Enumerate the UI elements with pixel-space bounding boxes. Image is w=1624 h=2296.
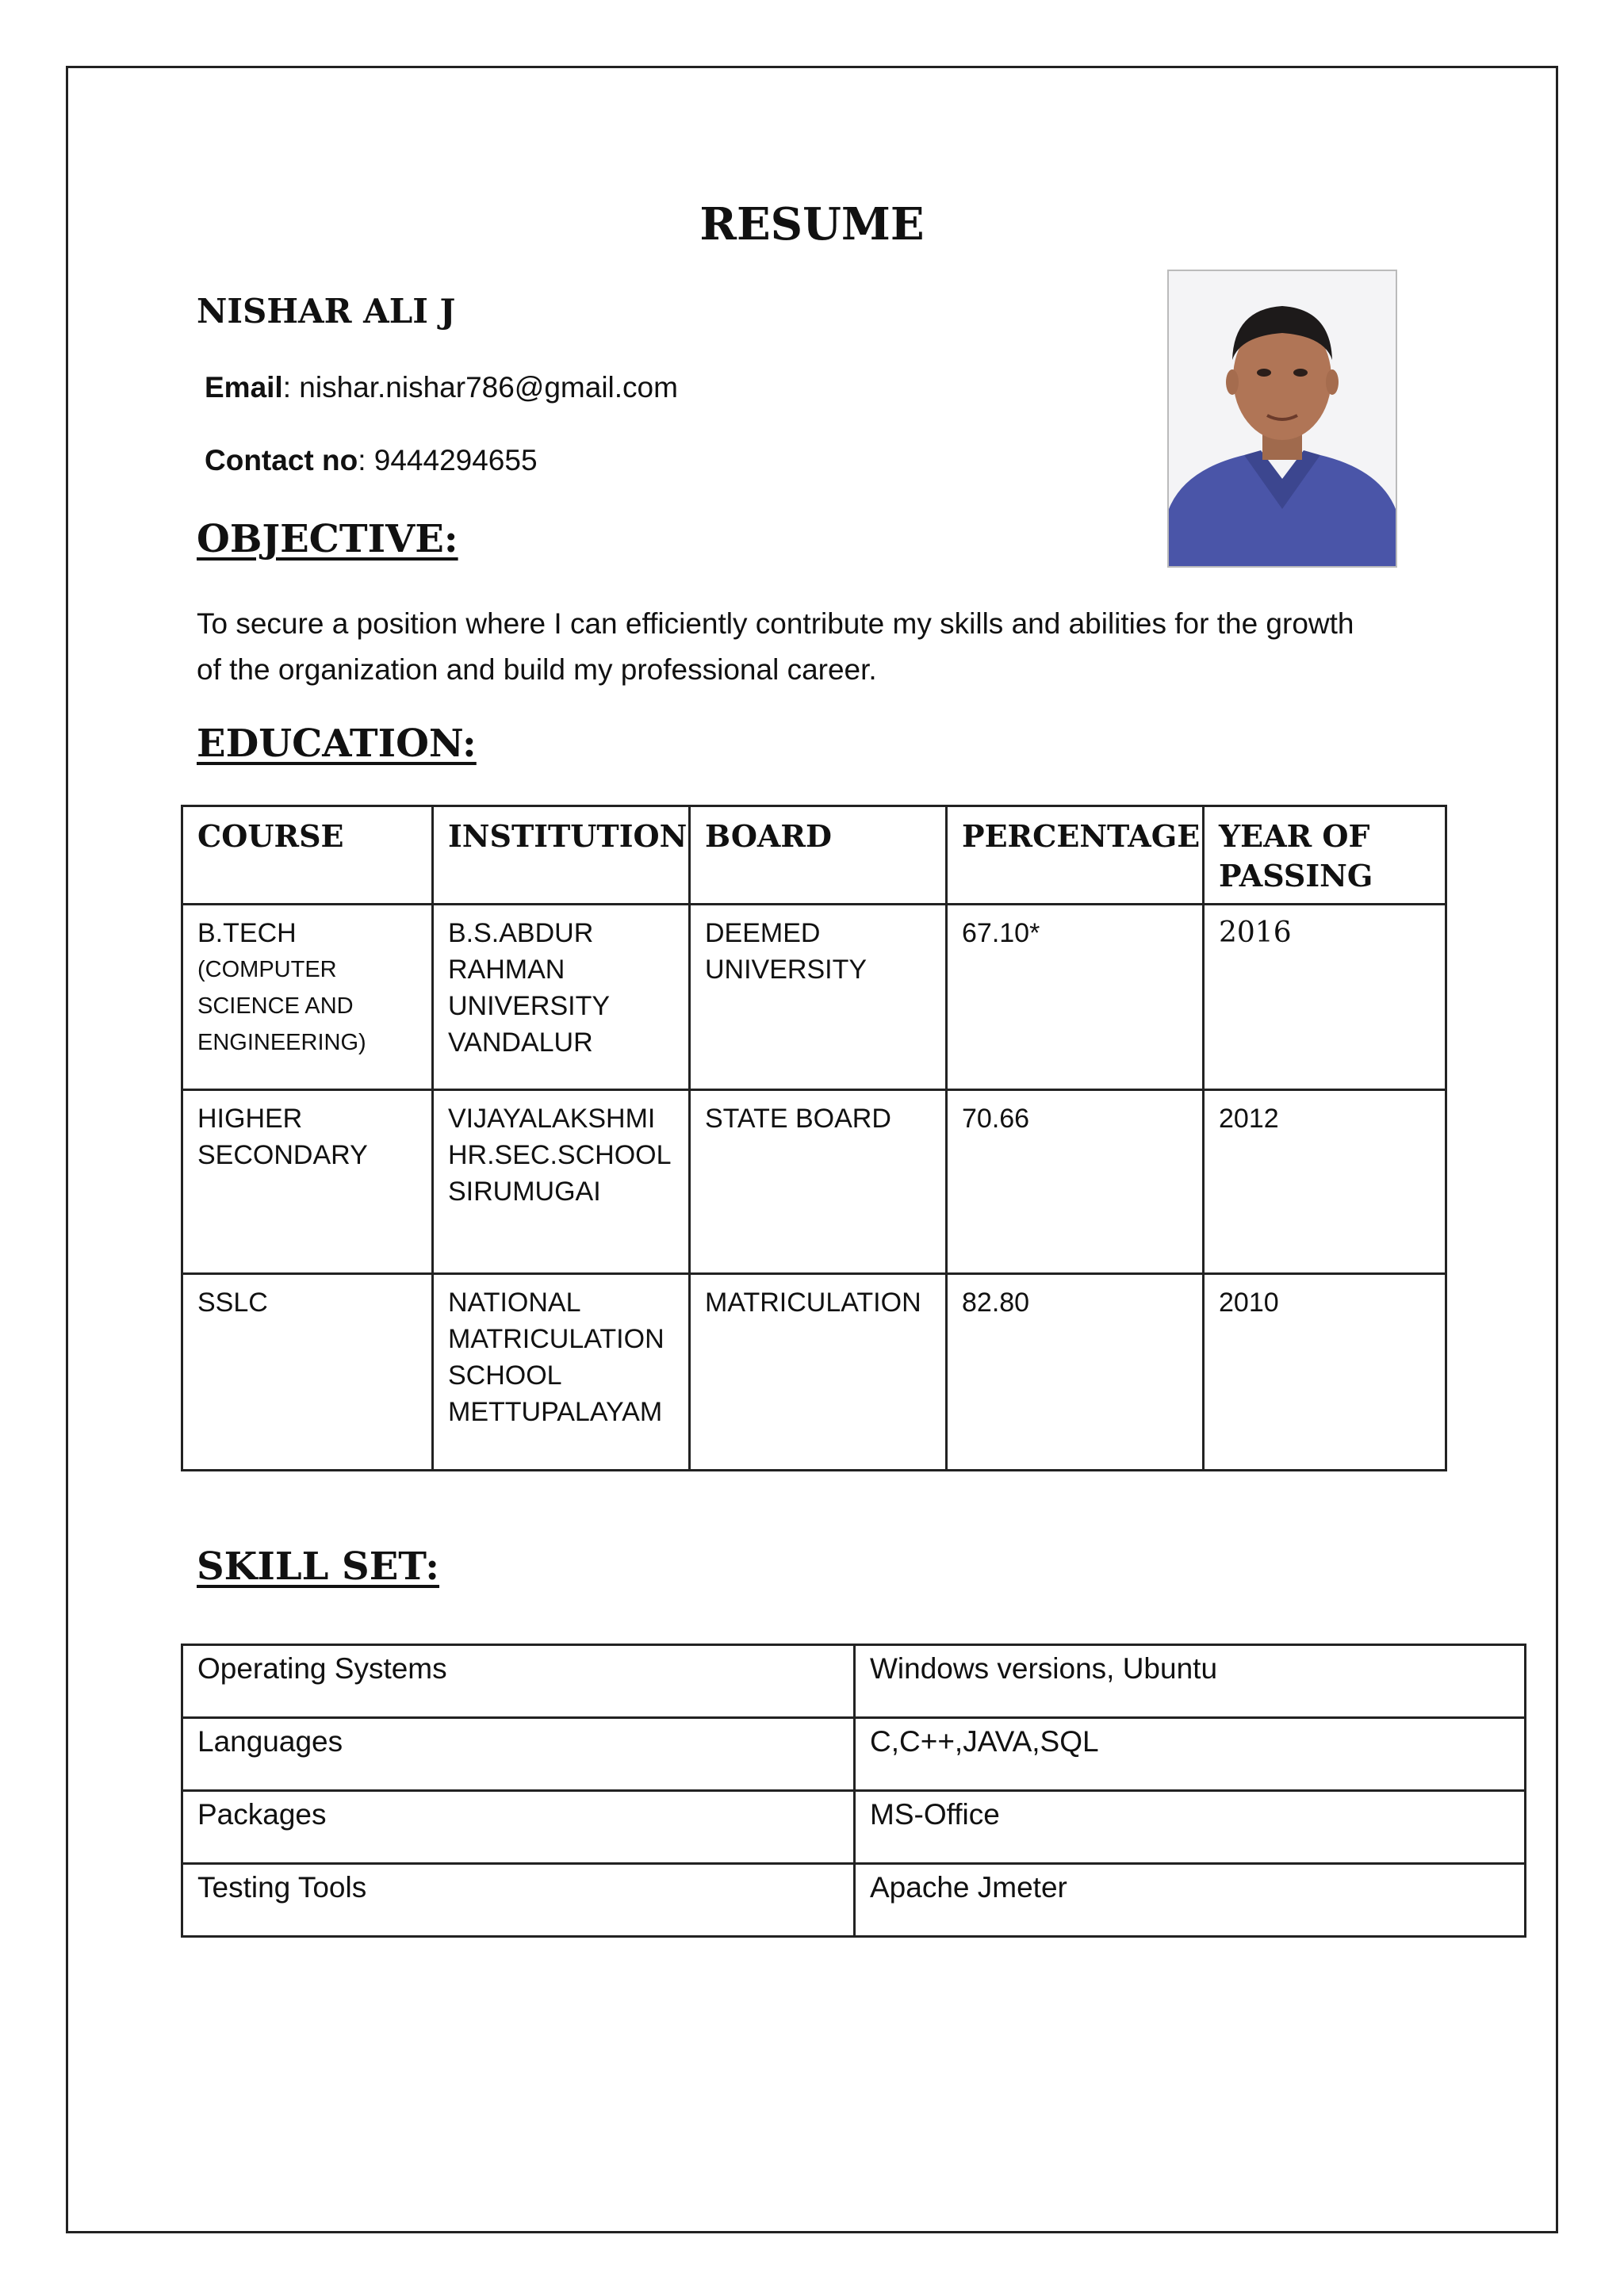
institution-header: INSTITUTION (433, 806, 690, 905)
institution-cell (433, 1274, 690, 1471)
course-header: COURSE (182, 806, 433, 905)
institution-line: VIJAYALAKSHMI (448, 1104, 656, 1134)
contact-line (205, 444, 538, 477)
contact-value: : 9444294655 (358, 444, 538, 476)
skill-category: Languages (182, 1718, 855, 1791)
education-table (181, 805, 1447, 1471)
skill-category: Operating Systems (182, 1645, 855, 1718)
institution-line: RAHMAN (448, 955, 565, 985)
table-row (182, 905, 1446, 1090)
skill-value: C,C++,JAVA,SQL (855, 1718, 1526, 1791)
year-cell: 2012 (1204, 1090, 1446, 1274)
board-header: BOARD (690, 806, 947, 905)
skill-value: MS-Office (855, 1791, 1526, 1864)
email-line (205, 371, 678, 404)
objective-text (197, 601, 1434, 693)
document-title: RESUME (699, 198, 925, 251)
profile-photo (1167, 270, 1397, 568)
skills-heading: SKILL SET: (197, 1544, 440, 1589)
percentage-cell: 70.66 (947, 1090, 1204, 1274)
contact-label: Contact no (205, 444, 358, 476)
institution-line: NATIONAL (448, 1288, 581, 1318)
institution-line: UNIVERSITY (448, 991, 611, 1021)
board-cell: MATRICULATION (690, 1274, 947, 1471)
skill-category: Testing Tools (182, 1864, 855, 1937)
institution-line: METTUPALAYAM (448, 1397, 663, 1427)
course-line: HIGHER (197, 1104, 303, 1134)
email-label: Email (205, 371, 283, 404)
institution-line: HR.SEC.SCHOOL (448, 1140, 672, 1170)
table-row (182, 1791, 1526, 1864)
course-cell (182, 1090, 433, 1274)
institution-line: SIRUMUGAI (448, 1177, 601, 1207)
table-row (182, 1864, 1526, 1937)
institution-cell (433, 1090, 690, 1274)
skill-value: Windows versions, Ubuntu (855, 1645, 1526, 1718)
institution-line: MATRICULATION (448, 1324, 665, 1354)
objective-heading: OBJECTIVE: (197, 517, 458, 561)
portrait-illustration (1169, 271, 1396, 566)
course-line: B.TECH (197, 918, 297, 948)
skill-category: Packages (182, 1791, 855, 1864)
course-line: (COMPUTER (197, 957, 337, 982)
table-row (182, 1645, 1526, 1718)
email-value: : nishar.nishar786@gmail.com (282, 371, 678, 404)
board-cell (690, 905, 947, 1090)
year-cell: 2010 (1204, 1274, 1446, 1471)
institution-cell (433, 905, 690, 1090)
board-cell: STATE BOARD (690, 1090, 947, 1274)
year-header (1204, 806, 1446, 905)
candidate-name: NISHAR ALI J (197, 292, 456, 331)
year-cell: 2016 (1204, 905, 1446, 1090)
board-line: UNIVERSITY (705, 955, 868, 985)
percentage-header: PERCENTAGE (947, 806, 1204, 905)
institution-line: SCHOOL (448, 1360, 562, 1391)
institution-line: B.S.ABDUR (448, 918, 594, 948)
objective-line-1: To secure a position where I can efficiently contribute my skills and abilities for the growth (197, 607, 1354, 640)
table-row (182, 1718, 1526, 1791)
course-cell (182, 905, 433, 1090)
course-line: SCIENCE AND (197, 993, 354, 1019)
course-cell: SSLC (182, 1274, 433, 1471)
board-line: DEEMED (705, 918, 821, 948)
education-heading: EDUCATION: (197, 721, 477, 766)
course-line: SECONDARY (197, 1140, 368, 1170)
percentage-cell: 82.80 (947, 1274, 1204, 1471)
percentage-cell: 67.10* (947, 905, 1204, 1090)
skills-table (181, 1644, 1526, 1938)
objective-line-2: of the organization and build my professional career. (197, 653, 877, 686)
education-header-row (182, 806, 1446, 905)
institution-line: VANDALUR (448, 1027, 593, 1058)
year-header-line-1: YEAR OF (1219, 818, 1370, 854)
table-row (182, 1090, 1446, 1274)
course-line: ENGINEERING) (197, 1030, 366, 1055)
table-row (182, 1274, 1446, 1471)
skill-value: Apache Jmeter (855, 1864, 1526, 1937)
year-header-line-2: PASSING (1219, 858, 1373, 894)
